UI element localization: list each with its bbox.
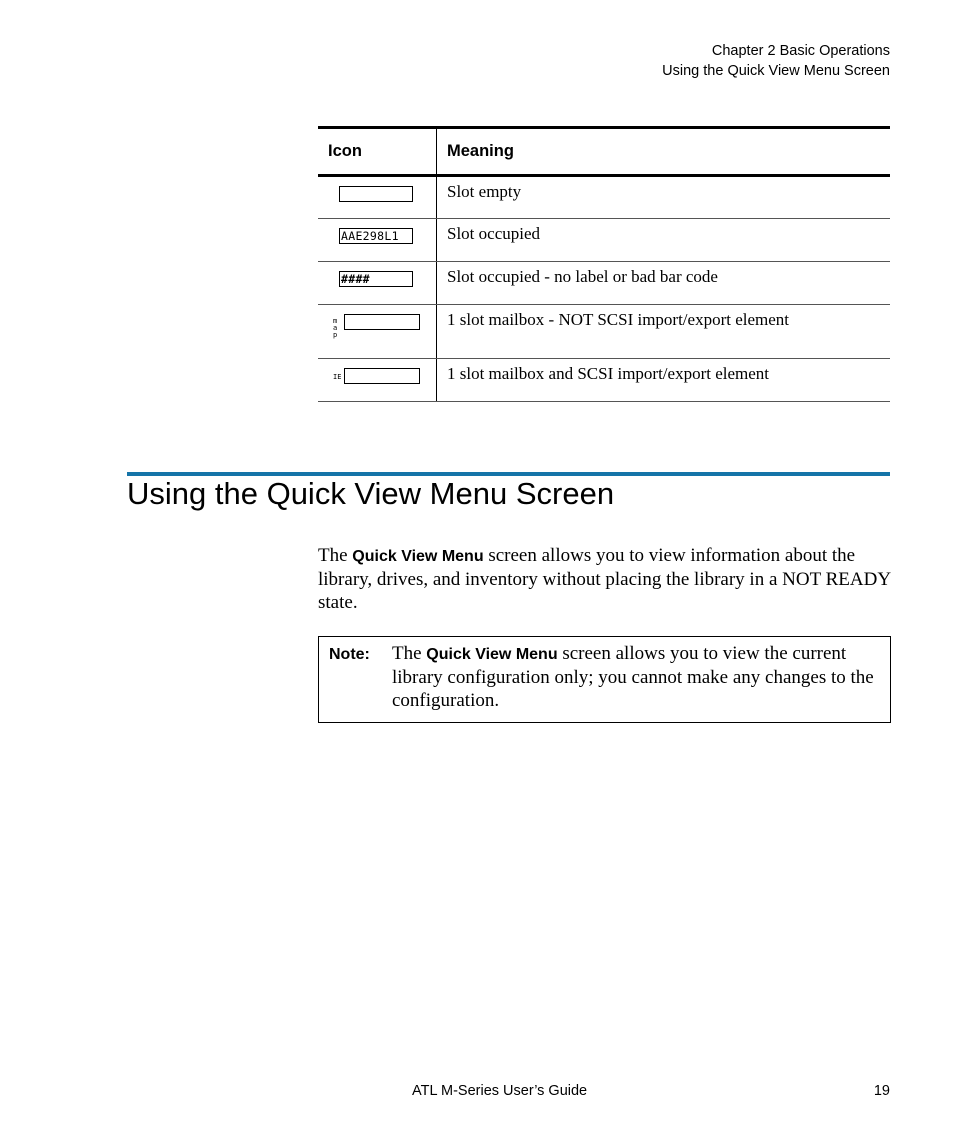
occupied-slot-icon: AAE298L1 — [339, 228, 413, 244]
body-paragraph — [318, 544, 893, 614]
ui-element-name: Quick View Menu — [426, 646, 558, 663]
icon-meaning-table — [318, 126, 890, 402]
running-header-section: Using the Quick View Menu Screen — [662, 63, 890, 79]
note-text — [392, 642, 882, 712]
icon-cell — [318, 359, 437, 402]
icon-cell — [318, 219, 437, 262]
icon-cell — [318, 176, 437, 219]
footer-title: ATL M-Series User’s Guide — [412, 1083, 588, 1099]
body-text-start: The — [318, 545, 353, 566]
table-row — [318, 305, 890, 359]
meaning-cell: 1 slot mailbox - NOT SCSI import/export element — [437, 305, 891, 359]
meaning-cell: Slot empty — [437, 176, 891, 219]
empty-slot-icon — [339, 186, 413, 202]
icon-cell — [318, 305, 437, 359]
ui-element-name: Quick View Menu — [352, 548, 484, 565]
no-label-slot-icon: #### — [339, 271, 413, 287]
mailbox-slot-icon — [344, 314, 420, 330]
running-header — [662, 41, 890, 81]
note-box — [318, 636, 891, 723]
running-header-chapter: Chapter 2 Basic Operations — [711, 43, 890, 59]
body-text-end: screen allows you to view information about the library, drives, and inventory without placing the library in a NOT READY state. — [318, 545, 891, 613]
table-row — [318, 359, 890, 402]
note-label: Note: — [329, 646, 370, 663]
table-row — [318, 262, 890, 305]
meaning-column-header: Meaning — [437, 128, 891, 176]
mailbox-prefix-label: m a p — [333, 317, 338, 339]
icon-column-header: Icon — [318, 128, 437, 176]
table-row — [318, 219, 890, 262]
table-header-row — [318, 128, 890, 176]
ie-prefix-label: IE — [333, 373, 342, 381]
ie-mailbox-slot-icon — [344, 368, 420, 384]
meaning-cell: 1 slot mailbox and SCSI import/export element — [437, 359, 891, 402]
page-number: 19 — [873, 1083, 890, 1099]
meaning-cell: Slot occupied — [437, 219, 891, 262]
icon-cell — [318, 262, 437, 305]
section-title: Using the Quick View Menu Screen — [127, 476, 615, 511]
note-text-end: screen allows you to view the current library configuration only; you cannot make any changes to the configuration. — [392, 643, 874, 711]
table-row — [318, 176, 890, 219]
note-text-start: The — [392, 643, 427, 664]
meaning-cell: Slot occupied - no label or bad bar code — [437, 262, 891, 305]
